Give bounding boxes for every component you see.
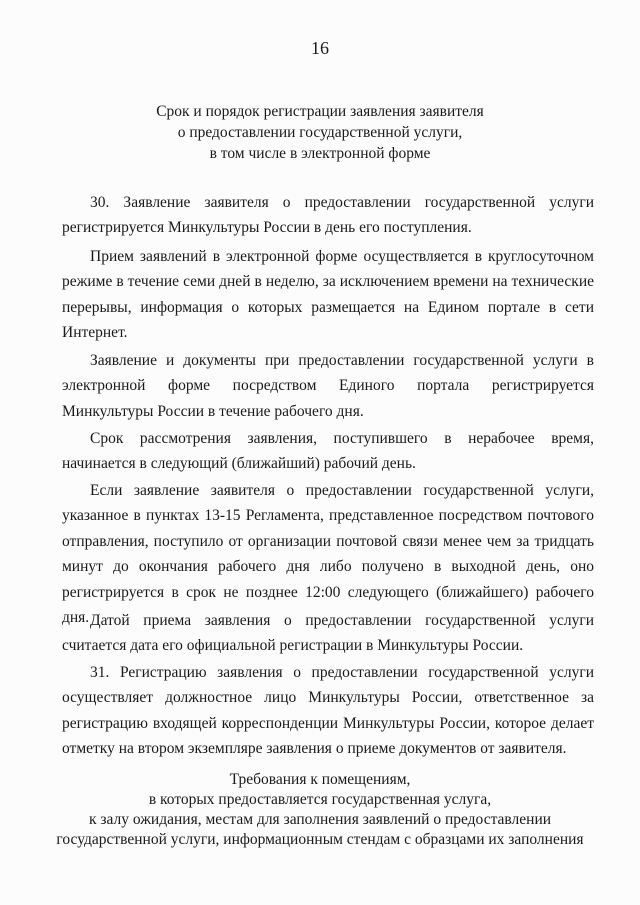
heading-line: Срок и порядок регистрации заявления заявителя: [156, 103, 484, 120]
heading-line: к залу ожидания, местам для заполнения заявлений о предоставлении: [88, 811, 552, 828]
paragraph-electronic-reception: Прием заявлений в электронной форме осуществляется в круглосуточном режиме в течение семи дней в неделю, за исключением времени на технические перерывы, информация о которых размещается на Едином портале в сети Интернет.: [62, 247, 594, 342]
paragraph-acceptance-date: Датой приема заявления о предоставлении государственной услуги считается дата его официальной регистрации в Минкультуры России.: [62, 611, 594, 655]
heading-line: в том числе в электронной форме: [209, 145, 431, 162]
page-number: 16: [311, 38, 329, 58]
heading-line: государственной услуги, информационным стендам с образцами их заполнения: [56, 831, 584, 848]
section-heading-registration: [40, 101, 600, 164]
section-heading-premises: [40, 770, 600, 850]
paragraph-31: 31. Регистрацию заявления о предоставлении государственной услуги осуществляет должностное лицо Минкультуры России, ответственное за регистрацию входящей корреспонденции Минкультуры России, которое делает отметку на втором экземпляре заявления о приеме документов от заявителя.: [62, 663, 594, 758]
heading-line: в которых предоставляется государственная услуга,: [148, 791, 492, 808]
paragraph-portal-registration: Заявление и документы при предоставлении государственной услуги в электронной форме посредством Единого портала регистрируется Минкультуры России в течение рабочего дня.: [62, 351, 594, 420]
heading-line: Требования к помещениям,: [229, 771, 411, 788]
paragraph-postal-delivery: Если заявление заявителя о предоставлении государственной услуги, указанное в пунктах 13-15 Регламента, представленное посредством почтового отправления, поступило от организации почтовой связи менее чем за тридцать минут до окончания рабочего дня либо получено в выходной день, оно регистрируется в срок не позднее 12:00 следующего (ближайшего) рабочего дня.: [62, 481, 594, 627]
paragraph-30: 30. Заявление заявителя о предоставлении государственной услуги регистрируется Минкультуры России в день его поступления.: [62, 193, 594, 237]
paragraph-non-working-time: Срок рассмотрения заявления, поступившего в нерабочее время, начинается в следующий (ближайший) рабочий день.: [62, 429, 594, 473]
heading-line: о предоставлении государственной услуги,: [177, 124, 463, 141]
